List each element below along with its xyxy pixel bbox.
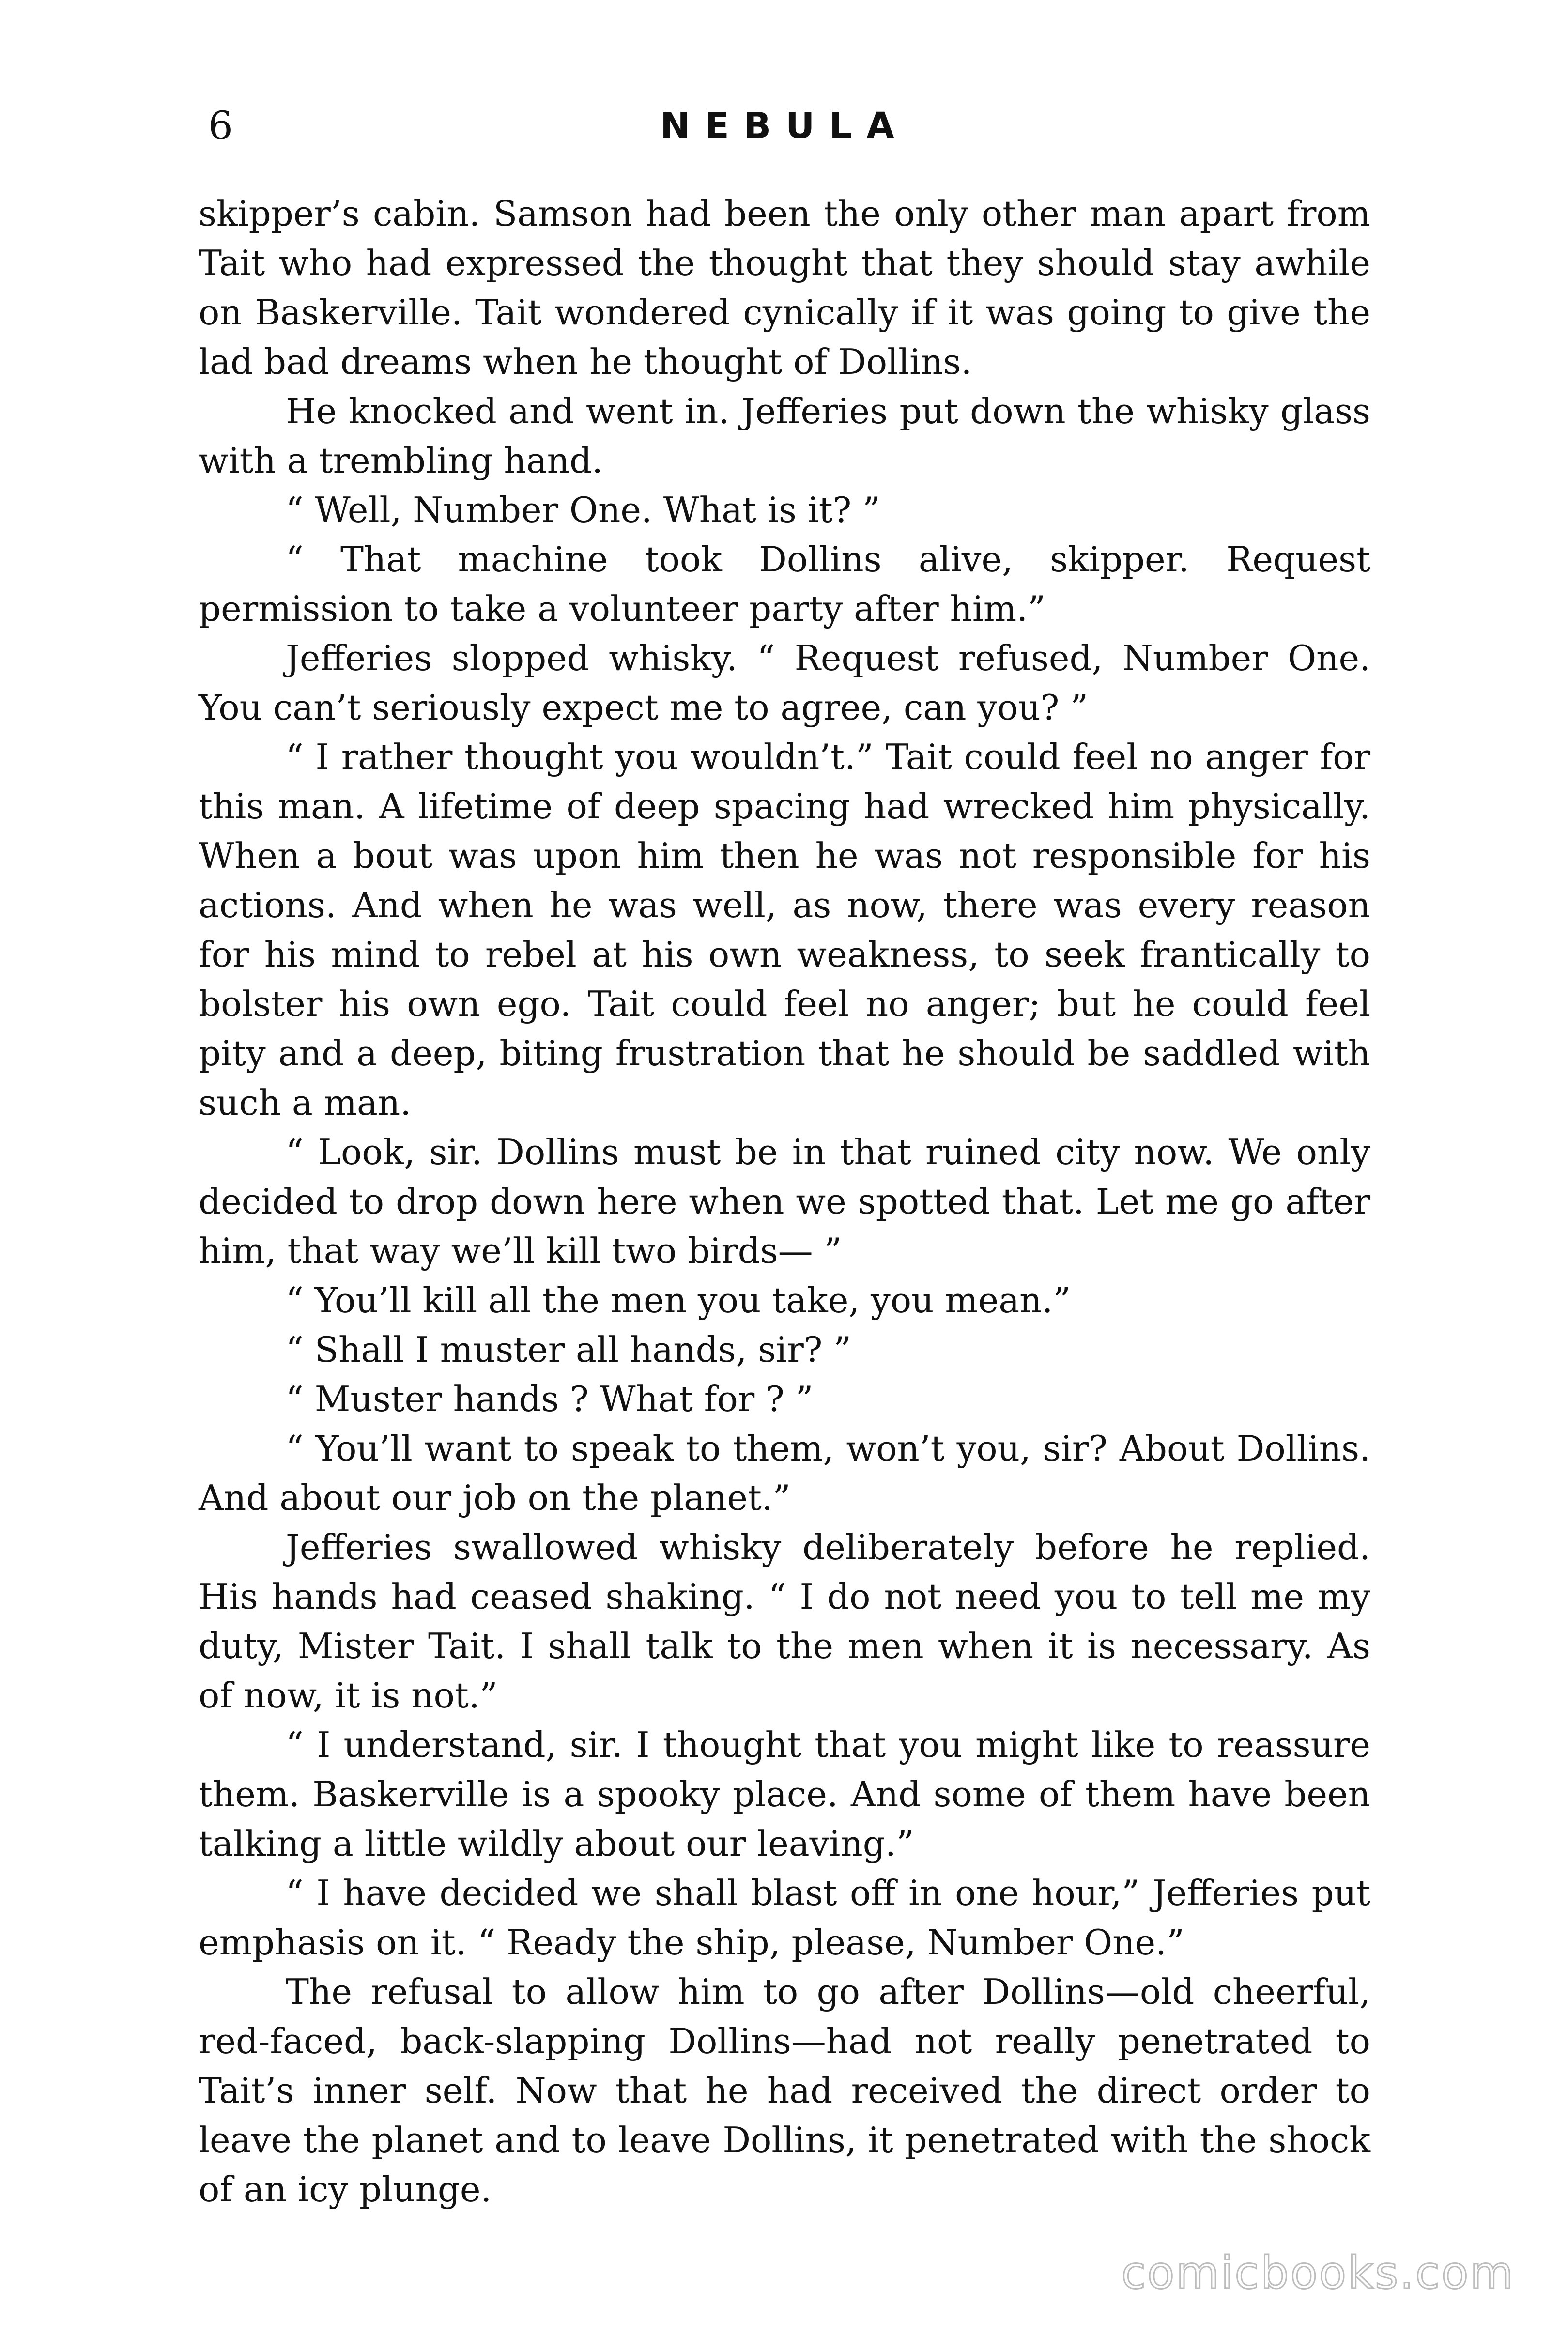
paragraph: “ You’ll want to speak to them, won’t you, sir? About Dollins. And about our job on the planet.” (199, 1428, 1370, 1518)
paragraph: The refusal to allow him to go after Dollins—old cheerful, red-faced, back-slapping Dollins—had not really penetrated to Tait’s inner self. Now that he had received the direct order to leave the planet and to leave Dollins, it penetrated with the shock of an icy plunge. (199, 1971, 1370, 2210)
paragraph: “ Muster hands ? What for ? ” (286, 1379, 814, 1419)
paragraph: “ Shall I muster all hands, sir? ” (286, 1329, 852, 1370)
paragraph: “ Look, sir. Dollins must be in that ruined city now. We only decided to drop down here when we spotted that. Let me go after him, that way we’ll kill two birds— ” (199, 1132, 1370, 1271)
page-header (199, 97, 1370, 155)
page-number: 6 (208, 103, 233, 148)
paragraph: Jefferies slopped whisky. “ Request refused, Number One. You can’t seriously expect me to agree, can you? ” (199, 638, 1370, 728)
paragraph: Jefferies swallowed whisky deliberately before he replied. His hands had ceased shaking. “ I do not need you to tell me my duty, Mister Tait. I shall talk to the men when it is necessary. As of now, it is not.” (199, 1527, 1370, 1716)
body-text (199, 189, 1370, 2214)
paragraph: skipper’s cabin. Samson had been the only other man apart from Tait who had expressed the thought that they should stay awhile on Baskerville. Tait wondered cynically if it was going to give the lad bad dreams when he thought of Dollins. (199, 193, 1370, 382)
watermark: comicbooks.com (1121, 2247, 1515, 2299)
running-title: NEBULA (660, 105, 909, 147)
paragraph: “ I rather thought you wouldn’t.” Tait could feel no anger for this man. A lifetime of deep spacing had wrecked him physically. When a bout was upon him then he was not responsible for his actions. And when he was well, as now, there was every reason for his mind to rebel at his own weakness, to seek frantically to bolster his own ego. Tait could feel no anger; but he could feel pity and a deep, biting frustration that he should be saddled with such a man. (199, 737, 1370, 1123)
paragraph: He knocked and went in. Jefferies put down the whisky glass with a trembling hand. (199, 391, 1370, 481)
paragraph: “ I have decided we shall blast off in one hour,” Jefferies put emphasis on it. “ Ready the ship, please, Number One.” (199, 1873, 1370, 1963)
paragraph: “ I understand, sir. I thought that you might like to reassure them. Baskerville is a spooky place. And some of them have been talking a little wildly about our leaving.” (199, 1724, 1370, 1864)
paragraph: “ Well, Number One. What is it? ” (286, 490, 880, 530)
paragraph: “ That machine took Dollins alive, skipper. Request permission to take a volunteer party after him.” (199, 539, 1370, 629)
paragraph: “ You’ll kill all the men you take, you mean.” (286, 1280, 1071, 1321)
